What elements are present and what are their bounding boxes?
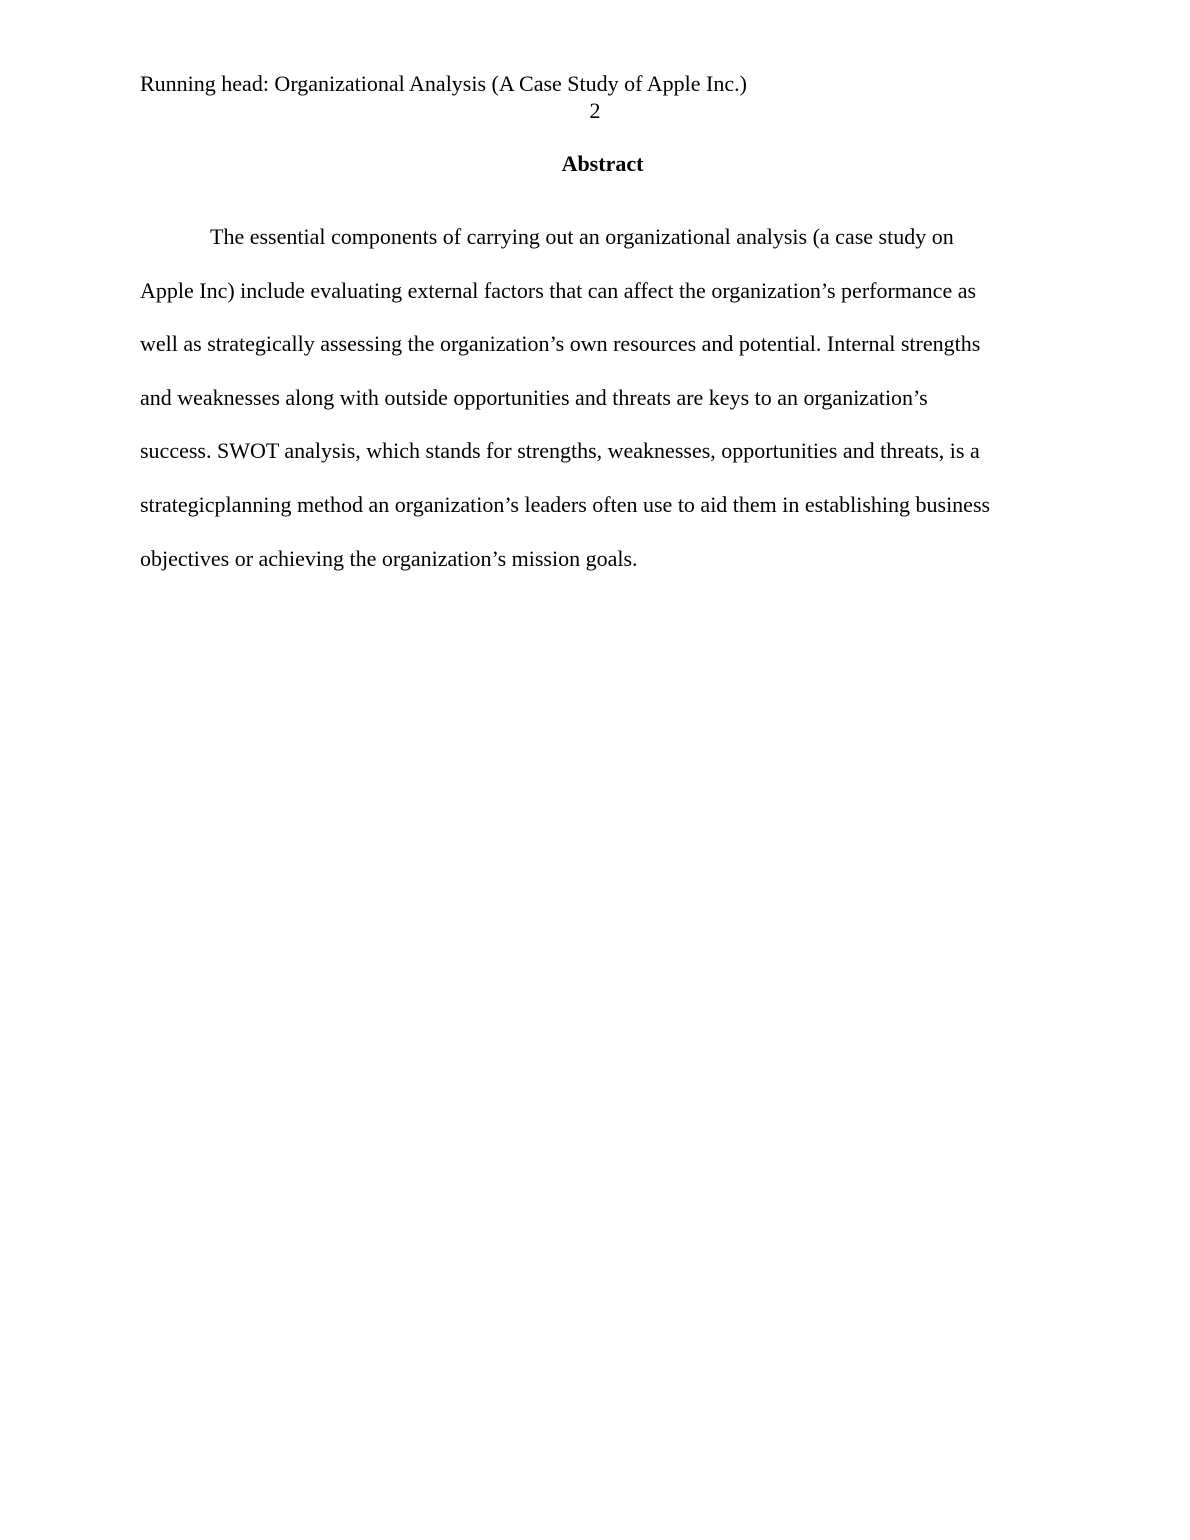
abstract-line: objectives or achieving the organization’s mission goals. [140,545,638,571]
abstract-line: The essential components of carrying out an organizational analysis (a case study on [210,224,954,249]
abstract-line: well as strategically assessing the organization’s own resources and potential. Internal strengths [140,331,981,357]
abstract-line: strategicplanning method an organization’s leaders often use to aid them in establishing business [140,491,991,517]
abstract-paragraph [140,210,1060,585]
abstract-line: Apple Inc) include evaluating external factors that can affect the organization’s performance as [140,277,977,303]
abstract-line: success. SWOT analysis, which stands for strengths, weaknesses, opportunities and threats, is a [140,438,980,464]
abstract-heading: Abstract [561,151,644,176]
abstract-line: and weaknesses along with outside opportunities and threats are keys to an organization’s [140,384,928,410]
running-head: Running head: Organizational Analysis (A Case Study of Apple Inc.) [140,71,747,96]
page-number: 2 [589,98,601,123]
